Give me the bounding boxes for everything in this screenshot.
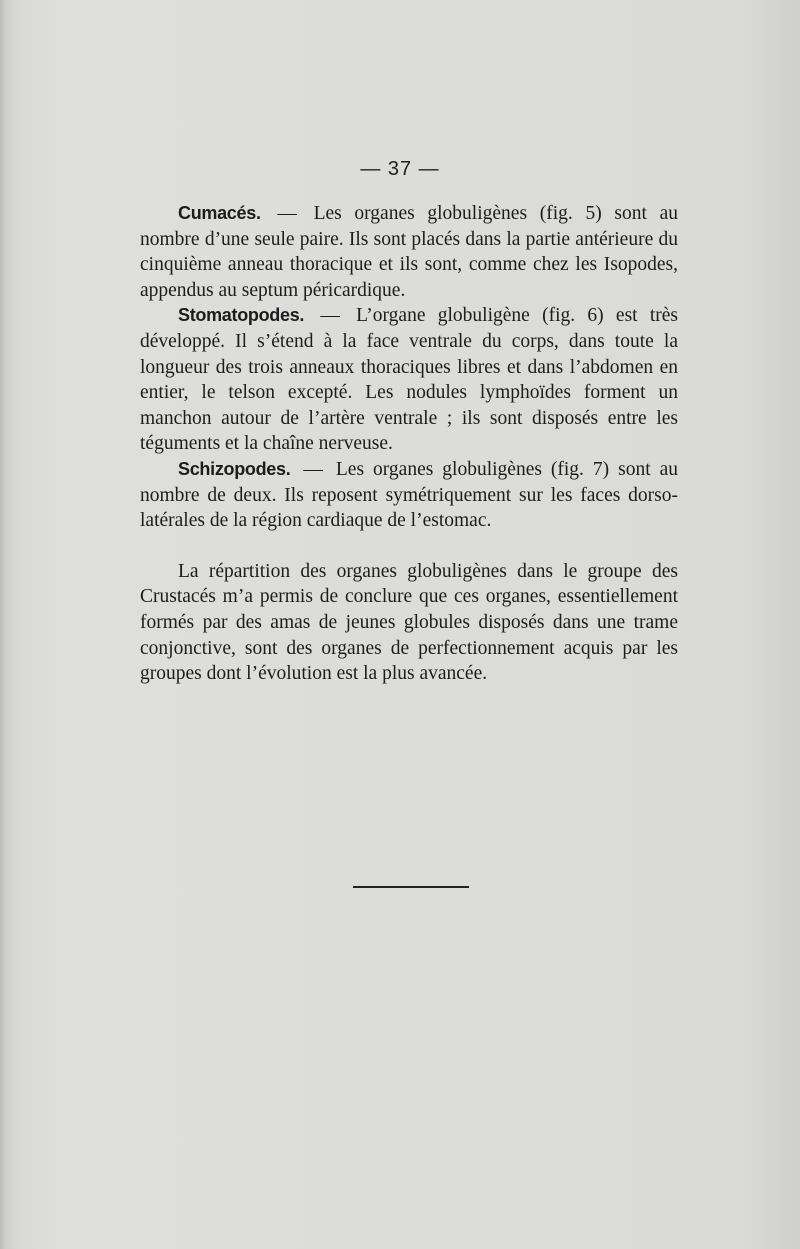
paragraph-schizopodes	[140, 457, 678, 534]
section-heading: Cumacés.	[178, 203, 261, 223]
em-dash: —	[277, 203, 297, 224]
paragraph-cumaces	[140, 201, 678, 303]
paragraph-stomatopodes	[140, 303, 678, 457]
page-number: — 37 —	[360, 158, 440, 180]
paragraph-text: Les organes globuligènes (fig. 7) sont au nombre de deux. Ils reposent symétriquement sur les faces dorso-latérales de la région cardiaque de l’estomac.	[140, 458, 679, 532]
body-text	[140, 201, 678, 687]
end-rule-divider	[353, 886, 469, 888]
em-dash: —	[320, 305, 340, 327]
em-dash: —	[303, 458, 323, 480]
section-heading: Stomatopodes.	[178, 305, 305, 326]
paragraph-text: Les organes globuligènes (fig. 5) sont au nombre d’une seule paire. Ils sont placés dans la partie antérieure du cinquième anneau thoracique et ils sont, comme chez les Isopodes, appendus au septum péricardique.	[140, 203, 679, 301]
section-heading: Schizopodes.	[178, 458, 291, 479]
page-edge	[0, 0, 6, 1249]
paragraph-text: L’organe globuligène (fig. 6) est très développé. Il s’étend à la face ventrale du corps, dans toute la longueur des trois anneaux thoraciques libres et dans l’abdomen en entier, le telson excepté. Les nodules lymphoïdes forment un manchon autour de l’artère ventrale ; ils sont disposés entre les téguments et la chaîne nerveuse.	[140, 305, 679, 455]
paragraph-conclusion: La répartition des organes globuligènes dans le groupe des Crustacés m’a permis de conclure que ces organes, essentiellement formés par des amas de jeunes globules disposés dans une trame conjonctive, sont des organes de perfectionnement acquis par les groupes dont l’évolution est la plus avancée.	[140, 560, 678, 685]
